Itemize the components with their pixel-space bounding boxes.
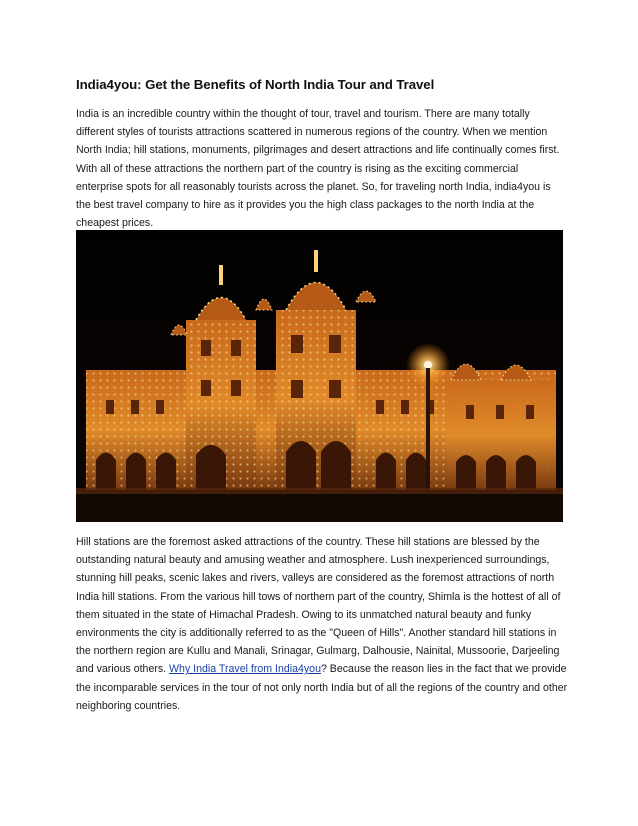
illuminated-palace-photo xyxy=(76,230,563,522)
paragraph-text-before-link: Hill stations are the foremost asked attractions of the country. These hill stations are blessed by the outstanding natural beauty and amusing weather and atmosphere. Lush inexperienced surroundings, stunning hill peaks, scenic lakes and rivers, valleys are considered as the foremost attractions of north India hill stations. From the various hill tows of northern part of the country, Shimla is the hottest of all of them situated in the state of Himachal Pradesh. Owing to its unmatched natural beauty and funky environments the city is additionally referred to as the "Queen of Hills". Another standard hill stations in the northern region are Kullu and Manali, Srinagar, Gulmarg, Dalhousie, Nainital, Mussoorie, Darjeeling and various others. xyxy=(76,536,561,676)
intro-paragraph: India is an incredible country within the thought of tour, travel and tourism. There are many totally different styles of tourists attractions scattered in numerous regions of the country. When we mention North India; hill stations, monuments, pilgrimages and desert attractions and life continually comes first. With all of these attractions the northern part of the country is rising as the exciting commercial enterprise spots for all reasonably tourists across the planet. So, for traveling north India, india4you is the best travel company to hire as it provides you the high class packages to the north India at the cheapest prices. xyxy=(76,108,560,230)
hill-stations-paragraph xyxy=(76,533,568,715)
paragraph-text-after-link: ? Because the reason lies in the fact that we provide the incomparable services in the tour of not only north India but of all the regions of the country and other neighboring countries. xyxy=(76,663,568,712)
document-title: India4you: Get the Benefits of North India Tour and Travel xyxy=(76,77,435,92)
india4you-link[interactable]: Why India Travel from India4you xyxy=(169,663,321,676)
